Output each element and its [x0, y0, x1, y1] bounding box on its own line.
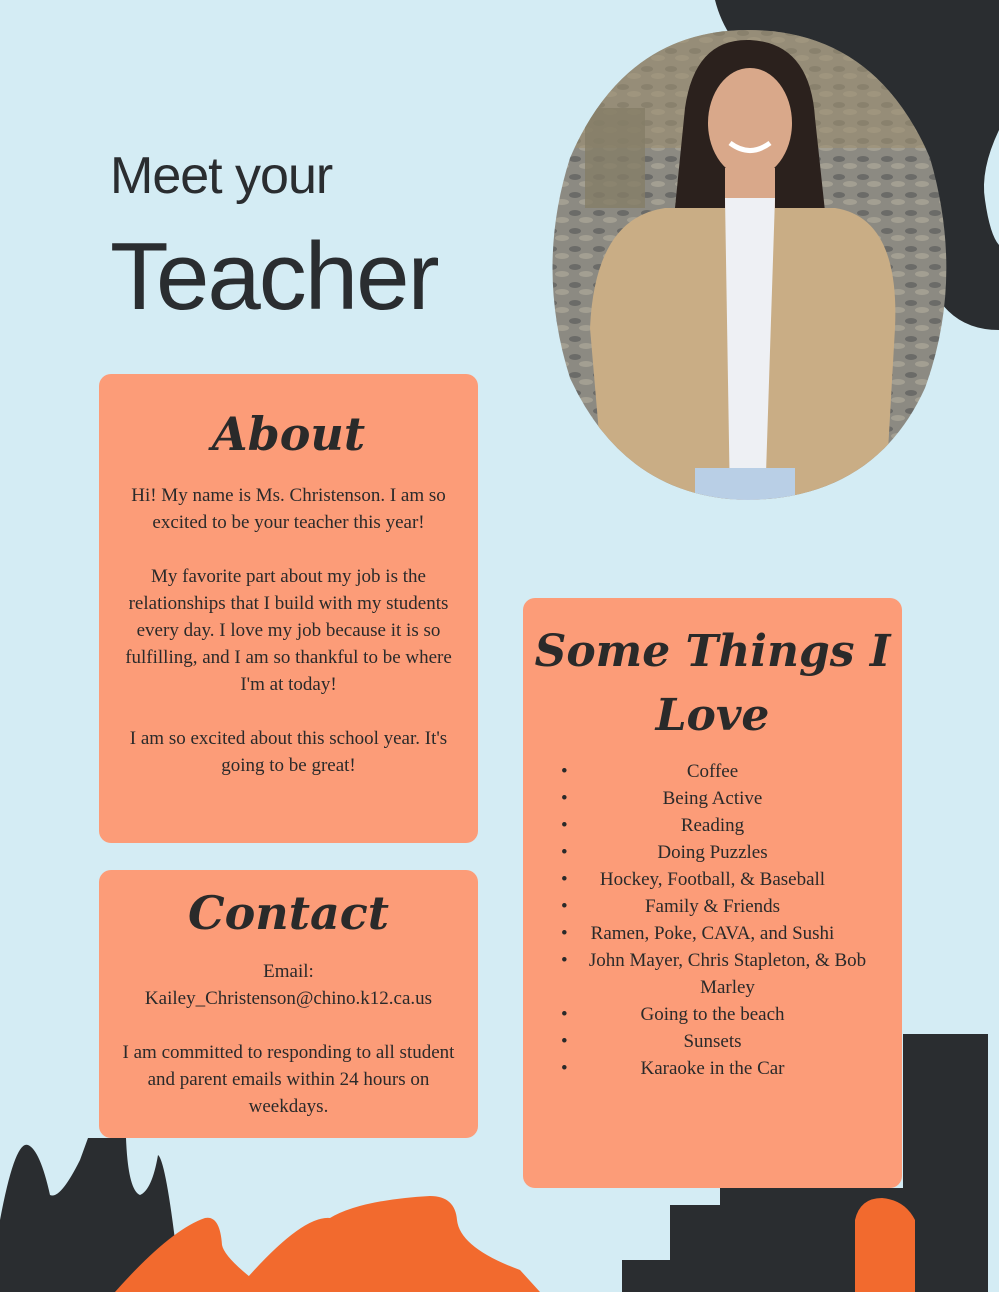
contact-heading: Contact	[187, 886, 390, 940]
list-item: • Karaoke in the Car	[561, 1058, 785, 1079]
about-card	[99, 374, 478, 843]
loves-heading-line-1: Some Things I	[534, 626, 891, 677]
list-item: • Doing Puzzles	[561, 842, 768, 863]
about-paragraph: Hi! My name is Ms. Christenson. I am so excited to be your teacher this year!	[131, 485, 446, 533]
list-item: • Reading	[561, 815, 745, 836]
orange-arch	[855, 1198, 915, 1292]
contact-card	[99, 870, 478, 1138]
email-label: Email:	[263, 961, 314, 982]
title-line-1: Meet your	[110, 147, 333, 205]
list-item: • Hockey, Football, & Baseball	[561, 869, 826, 890]
list-item: • Ramen, Poke, CAVA, and Sushi	[561, 923, 835, 944]
list-item: • Sunsets	[561, 1031, 742, 1052]
contact-note: I am committed to responding to all student and parent emails within 24 hours on weekdays.	[122, 1042, 455, 1117]
about-heading: About	[211, 407, 366, 461]
loves-heading-line-2: Love	[655, 690, 770, 741]
list-item: • Being Active	[561, 788, 763, 809]
list-item: • Coffee	[561, 761, 739, 782]
teacher-photo	[545, 28, 951, 504]
about-paragraph: I am so excited about this school year. It's going to be great!	[129, 728, 448, 776]
email-link[interactable]: Kailey_Christenson@chino.k12.ca.us	[144, 988, 433, 1009]
loves-card	[523, 598, 902, 1188]
loves-list	[533, 758, 892, 1082]
orange-hump-main	[235, 1196, 540, 1292]
list-item: • John Mayer, Chris Stapleton, & Bob Marley	[561, 950, 867, 998]
page-title: Teacher	[110, 223, 438, 330]
list-item: • Going to the beach	[561, 1004, 785, 1025]
about-paragraph: My favorite part about my job is the relationships that I build with my students every day. I love my job because it is so fulfilling, and I am so thankful to be where I'm at today!	[125, 566, 452, 695]
list-item: • Family & Friends	[561, 896, 781, 917]
